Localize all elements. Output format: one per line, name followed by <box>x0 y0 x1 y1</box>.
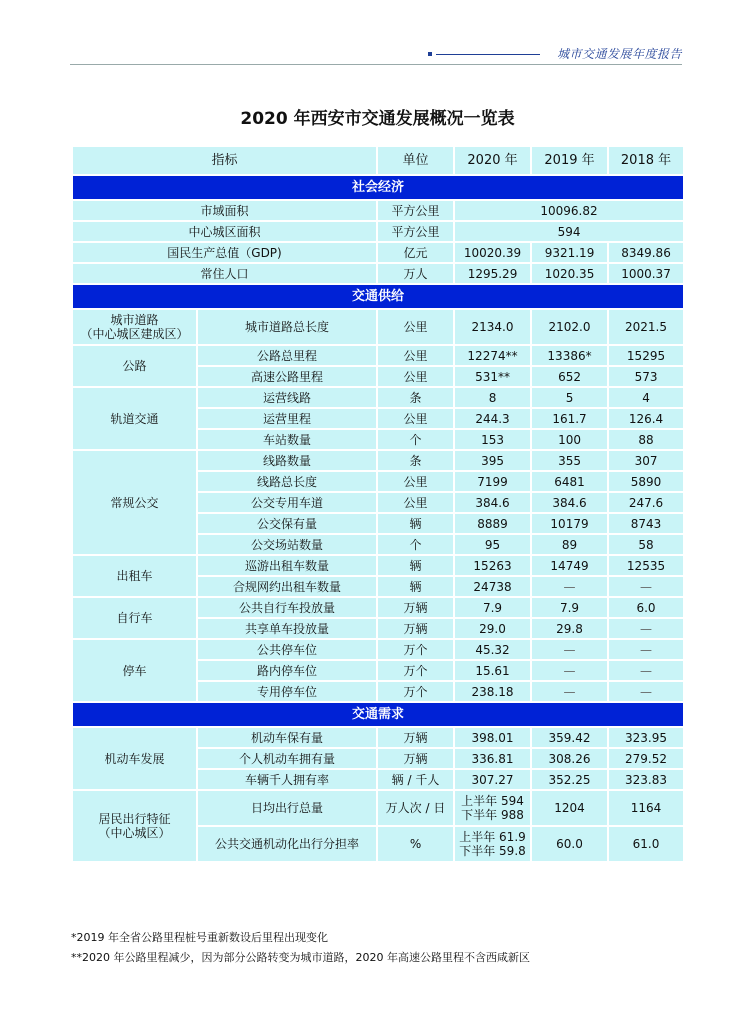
cell-2020: 95 <box>454 534 531 555</box>
row-unit: 平方公里 <box>377 221 454 242</box>
header-2018: 2018 年 <box>608 146 684 175</box>
cell-2018: 1164 <box>608 790 684 826</box>
cell-2018: 279.52 <box>608 748 684 769</box>
row-label: 常住人口 <box>72 263 377 284</box>
cell-2020: 153 <box>454 429 531 450</box>
row-unit: 万个 <box>377 639 454 660</box>
row-label: 公共交通机动化出行分担率 <box>197 826 377 862</box>
cell-2018: 8349.86 <box>608 242 684 263</box>
table-row <box>72 387 684 408</box>
row-label: 公交场站数量 <box>197 534 377 555</box>
cell-2018: 15295 <box>608 345 684 366</box>
table-row <box>72 242 684 263</box>
cell-2019: 7.9 <box>531 597 608 618</box>
cell-2020: 8889 <box>454 513 531 534</box>
cell-2020: 398.01 <box>454 727 531 748</box>
cell-2020: 10020.39 <box>454 242 531 263</box>
row-unit: 万个 <box>377 660 454 681</box>
table-row <box>72 597 684 618</box>
cell-2018: 8743 <box>608 513 684 534</box>
category-line: （中心城区） <box>98 826 171 840</box>
row-unit: 万人次 / 日 <box>377 790 454 826</box>
row-label: 城市道路总长度 <box>197 309 377 345</box>
half-year-value: 下半年 59.8 <box>459 844 526 858</box>
row-label: 路内停车位 <box>197 660 377 681</box>
table-row <box>72 790 684 826</box>
cell-2018: 12535 <box>608 555 684 576</box>
cell-2018: — <box>608 618 684 639</box>
row-unit: 公里 <box>377 345 454 366</box>
category-line: 居民出行特征 <box>98 812 171 826</box>
row-label: 个人机动车拥有量 <box>197 748 377 769</box>
footnote: **2020 年公路里程减少，因为部分公路转变为城市道路，2020 年高速公路里程不含西咸新区 <box>71 951 530 964</box>
cell-2018: 1000.37 <box>608 263 684 284</box>
row-label: 公共停车位 <box>197 639 377 660</box>
table-row <box>72 555 684 576</box>
cell-2018: 4 <box>608 387 684 408</box>
cell-2020 <box>454 826 531 862</box>
footnotes <box>71 928 530 968</box>
row-unit: % <box>377 826 454 862</box>
cell-2019: — <box>531 660 608 681</box>
page-title: 2020 年西安市交通发展概况一览表 <box>240 109 515 129</box>
row-label: 国民生产总值（GDP) <box>72 242 377 263</box>
row-unit: 辆 <box>377 555 454 576</box>
row-unit: 辆 / 千人 <box>377 769 454 790</box>
cell-2018: 323.83 <box>608 769 684 790</box>
cell-2019: 6481 <box>531 471 608 492</box>
row-label: 巡游出租车数量 <box>197 555 377 576</box>
header-2020: 2020 年 <box>454 146 531 175</box>
category-bike: 自行车 <box>72 597 197 639</box>
cell-2020: 29.0 <box>454 618 531 639</box>
header-indicator: 指标 <box>72 146 377 175</box>
category-bus: 常规公交 <box>72 450 197 555</box>
row-unit: 个 <box>377 534 454 555</box>
category-taxi: 出租车 <box>72 555 197 597</box>
cell-2018: 126.4 <box>608 408 684 429</box>
row-label: 公交保有量 <box>197 513 377 534</box>
cell-2020: 15.61 <box>454 660 531 681</box>
cell-2020 <box>454 790 531 826</box>
table-row <box>72 309 684 345</box>
section-row <box>72 702 684 727</box>
cell-2020: 336.81 <box>454 748 531 769</box>
row-unit: 万人 <box>377 263 454 284</box>
cell-2018: 323.95 <box>608 727 684 748</box>
cell-2018: — <box>608 576 684 597</box>
row-unit: 条 <box>377 387 454 408</box>
cell-2020: 7.9 <box>454 597 531 618</box>
cell-2020: 8 <box>454 387 531 408</box>
cell-2019: 10179 <box>531 513 608 534</box>
cell-2018: — <box>608 681 684 702</box>
cell-2020: 531** <box>454 366 531 387</box>
row-label: 日均出行总量 <box>197 790 377 826</box>
row-label: 公交专用车道 <box>197 492 377 513</box>
cell-2018: 307 <box>608 450 684 471</box>
footnote: *2019 年全省公路里程桩号重新数设后里程出现变化 <box>71 931 328 944</box>
cell-2019: 14749 <box>531 555 608 576</box>
table-row <box>72 727 684 748</box>
category-line: 城市道路 <box>110 313 159 327</box>
section-social-economy: 社会经济 <box>72 175 684 200</box>
table-row <box>72 639 684 660</box>
header-line <box>436 54 540 55</box>
table-row <box>72 200 684 221</box>
cell-2018: 573 <box>608 366 684 387</box>
row-unit: 万辆 <box>377 597 454 618</box>
overview-table <box>71 145 685 863</box>
table-row <box>72 221 684 242</box>
cell-2019: 60.0 <box>531 826 608 862</box>
row-label: 公共自行车投放量 <box>197 597 377 618</box>
section-row <box>72 284 684 309</box>
cell-2020: 238.18 <box>454 681 531 702</box>
report-header <box>70 48 682 62</box>
cell-2020: 395 <box>454 450 531 471</box>
row-unit: 公里 <box>377 471 454 492</box>
row-unit: 万辆 <box>377 618 454 639</box>
cell-2019: 9321.19 <box>531 242 608 263</box>
cell-2019: 359.42 <box>531 727 608 748</box>
cell-2020: 2134.0 <box>454 309 531 345</box>
table-header-row <box>72 146 684 175</box>
cell-2019: 29.8 <box>531 618 608 639</box>
cell-2018: 88 <box>608 429 684 450</box>
cell-2019: 355 <box>531 450 608 471</box>
row-label: 线路总长度 <box>197 471 377 492</box>
cell-2020: 12274** <box>454 345 531 366</box>
table-row <box>72 263 684 284</box>
row-unit: 万辆 <box>377 727 454 748</box>
cell-2018: 58 <box>608 534 684 555</box>
category-urban-road <box>72 309 197 345</box>
cell-2020: 24738 <box>454 576 531 597</box>
half-year-value: 上半年 594 <box>461 794 524 808</box>
cell-2019: 5 <box>531 387 608 408</box>
category-rail: 轨道交通 <box>72 387 197 450</box>
table-row <box>72 345 684 366</box>
category-highway: 公路 <box>72 345 197 387</box>
section-row <box>72 175 684 200</box>
cell-2020: 15263 <box>454 555 531 576</box>
cell-2018: 2021.5 <box>608 309 684 345</box>
row-label: 共享单车投放量 <box>197 618 377 639</box>
cell-2018: — <box>608 660 684 681</box>
row-label: 专用停车位 <box>197 681 377 702</box>
row-unit: 公里 <box>377 309 454 345</box>
header-2019: 2019 年 <box>531 146 608 175</box>
row-unit: 万辆 <box>377 748 454 769</box>
cell-2018: 247.6 <box>608 492 684 513</box>
header-unit: 单位 <box>377 146 454 175</box>
row-label: 中心城区面积 <box>72 221 377 242</box>
row-label: 线路数量 <box>197 450 377 471</box>
row-value: 10096.82 <box>454 200 684 221</box>
cell-2019: 652 <box>531 366 608 387</box>
row-unit: 个 <box>377 429 454 450</box>
cell-2019: 384.6 <box>531 492 608 513</box>
cell-2019: — <box>531 681 608 702</box>
row-unit: 条 <box>377 450 454 471</box>
row-label: 运营里程 <box>197 408 377 429</box>
header-divider <box>70 64 682 65</box>
cell-2020: 7199 <box>454 471 531 492</box>
cell-2019: 13386* <box>531 345 608 366</box>
category-line: （中心城区建成区） <box>80 327 189 341</box>
section-transport-supply: 交通供给 <box>72 284 684 309</box>
cell-2020: 244.3 <box>454 408 531 429</box>
row-unit: 公里 <box>377 492 454 513</box>
cell-2019: 352.25 <box>531 769 608 790</box>
cell-2018: — <box>608 639 684 660</box>
cell-2020: 307.27 <box>454 769 531 790</box>
cell-2019: 308.26 <box>531 748 608 769</box>
row-unit: 公里 <box>377 408 454 429</box>
cell-2019: 100 <box>531 429 608 450</box>
row-label: 车辆千人拥有率 <box>197 769 377 790</box>
cell-2019: — <box>531 639 608 660</box>
half-year-value: 下半年 988 <box>461 808 524 822</box>
row-unit: 辆 <box>377 513 454 534</box>
cell-2018: 5890 <box>608 471 684 492</box>
section-transport-demand: 交通需求 <box>72 702 684 727</box>
cell-2019: 1204 <box>531 790 608 826</box>
header-dot <box>428 52 432 56</box>
row-label: 机动车保有量 <box>197 727 377 748</box>
row-value: 594 <box>454 221 684 242</box>
cell-2020: 45.32 <box>454 639 531 660</box>
category-motor: 机动车发展 <box>72 727 197 790</box>
row-unit: 平方公里 <box>377 200 454 221</box>
table-row <box>72 450 684 471</box>
row-unit: 万个 <box>377 681 454 702</box>
row-unit: 辆 <box>377 576 454 597</box>
row-unit: 公里 <box>377 366 454 387</box>
row-label: 高速公路里程 <box>197 366 377 387</box>
row-label: 合规网约出租车数量 <box>197 576 377 597</box>
cell-2018: 6.0 <box>608 597 684 618</box>
row-label: 市域面积 <box>72 200 377 221</box>
row-unit: 亿元 <box>377 242 454 263</box>
cell-2020: 1295.29 <box>454 263 531 284</box>
cell-2019: 89 <box>531 534 608 555</box>
category-travel <box>72 790 197 862</box>
cell-2019: — <box>531 576 608 597</box>
cell-2020: 384.6 <box>454 492 531 513</box>
cell-2018: 61.0 <box>608 826 684 862</box>
cell-2019: 1020.35 <box>531 263 608 284</box>
half-year-value: 上半年 61.9 <box>459 830 526 844</box>
cell-2019: 2102.0 <box>531 309 608 345</box>
row-label: 公路总里程 <box>197 345 377 366</box>
row-label: 运营线路 <box>197 387 377 408</box>
cell-2019: 161.7 <box>531 408 608 429</box>
category-parking: 停车 <box>72 639 197 702</box>
report-title: 城市交通发展年度报告 <box>556 47 682 61</box>
row-label: 车站数量 <box>197 429 377 450</box>
